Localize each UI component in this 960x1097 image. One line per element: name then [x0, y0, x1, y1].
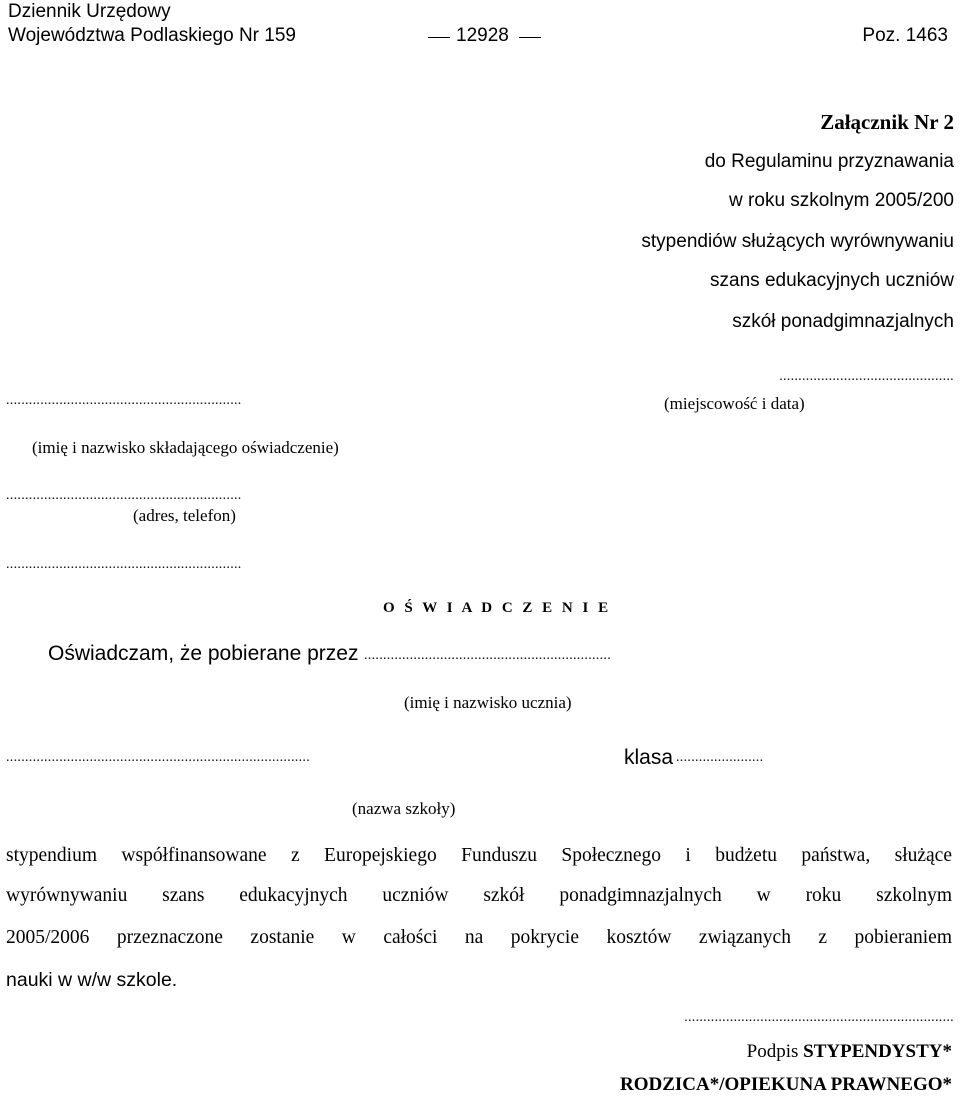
annex-line: stypendiów służących wyrównywaniu: [641, 231, 954, 252]
signature-label: Podpis: [746, 1041, 799, 1062]
declaration-title: O Ś W I A D C Z E N I E: [383, 600, 612, 616]
annex-line: szans edukacyjnych uczniów: [710, 270, 954, 291]
position-number: Poz. 1463: [862, 25, 948, 46]
place-date-field[interactable]: ..............................................: [779, 369, 954, 384]
extra-field[interactable]: ..............................................................: [6, 557, 242, 572]
signature-field[interactable]: .......................................................................: [684, 1010, 954, 1025]
signature-role-scholar: STYPENDYSTY*: [803, 1041, 952, 1062]
address-caption: (adres, telefon): [133, 506, 236, 525]
signature-role-guardian: RODZICA*/OPIEKUNA PRAWNEGO*: [620, 1074, 952, 1095]
page-number-dash-left: [428, 37, 450, 38]
page-number-dash-right: [519, 37, 541, 38]
page-number: 12928: [456, 25, 509, 46]
pupil-name-field[interactable]: .................................................................: [364, 648, 611, 663]
pupil-name-caption: (imię i nazwisko ucznia): [404, 693, 572, 712]
address-field[interactable]: ..............................................................: [6, 488, 242, 503]
paragraph-line: 2005/2006 przeznaczone zostanie w całości na pokrycie kosztów związanych z pobieraniem: [6, 927, 952, 948]
school-name-caption: (nazwa szkoły): [352, 799, 456, 818]
statement-text: Oświadczam, że pobierane przez: [48, 642, 359, 665]
class-label: klasa: [624, 746, 674, 769]
declarant-name-caption: (imię i nazwisko składającego oświadczenie): [32, 438, 339, 457]
class-field[interactable]: .......................: [676, 750, 764, 765]
annex-line: w roku szkolnym 2005/200: [729, 190, 954, 211]
annex-title: Załącznik Nr 2: [820, 110, 954, 134]
annex-line: do Regulaminu przyznawania: [704, 151, 954, 172]
place-date-caption: (miejscowość i data): [664, 394, 805, 413]
paragraph-line: stypendium współfinansowane z Europejskiego Funduszu Społecznego i budżetu państwa, służące: [6, 845, 952, 866]
school-name-field[interactable]: ................................................................................: [6, 750, 310, 765]
signature-label-line: [747, 1040, 952, 1064]
declarant-name-field[interactable]: ..............................................................: [6, 393, 242, 408]
paragraph-line: wyrównywaniu szans edukacyjnych uczniów szkół ponadgimnazjalnych w roku szkolnym: [6, 885, 952, 906]
journal-subtitle: Województwa Podlaskiego Nr 159: [8, 25, 296, 46]
paragraph-line: nauki w w/w szkole.: [6, 969, 178, 991]
journal-title: Dziennik Urzędowy: [8, 1, 171, 22]
annex-line: szkół ponadgimnazjalnych: [732, 311, 954, 332]
